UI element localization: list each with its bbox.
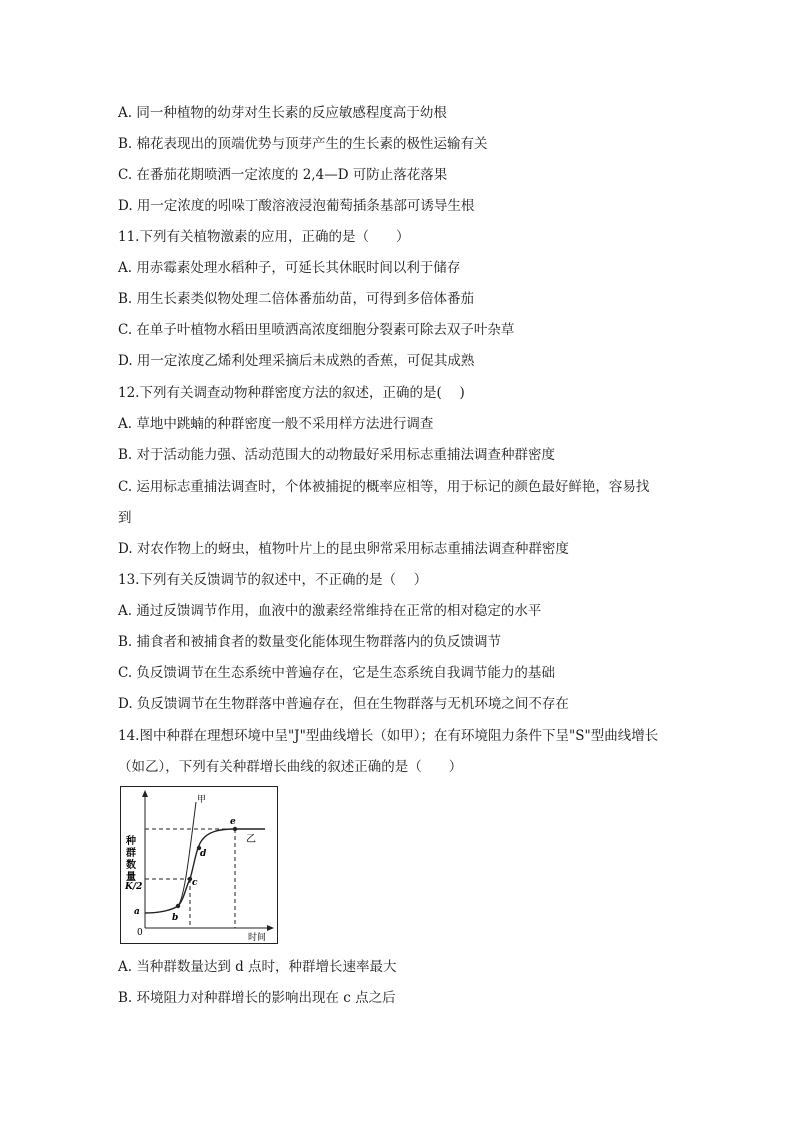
option-13a: A. 通过反馈调节作用，血液中的激素经常维持在正常的相对稳定的水平 xyxy=(118,603,542,619)
option-10a: A. 同一种植物的幼芽对生长素的反应敏感程度高于幼根 xyxy=(118,105,447,121)
option-10b: B. 棉花表现出的顶端优势与顶芽产生的生长素的极性运输有关 xyxy=(118,136,488,152)
y-label-1: 种 xyxy=(126,836,136,847)
option-13b: B. 捕食者和被捕食者的数量变化能体现生物群落内的负反馈调节 xyxy=(118,634,502,650)
option-12c: C. 运用标志重捕法调查时，个体被捕捉的概率应相等，用于标记的颜色最好鲜艳，容易找 xyxy=(118,479,650,495)
option-11c: C. 在单子叶植物水稻田里喷洒高浓度细胞分裂素可除去双子叶杂草 xyxy=(118,322,515,338)
y-label-2: 群 xyxy=(126,848,136,859)
option-10c: C. 在番茄花期喷洒一定浓度的 2,4—D 可防止落花落果 xyxy=(118,167,448,183)
option-11d: D. 用一定浓度乙烯利处理采摘后未成熟的香蕉，可促其成熟 xyxy=(118,353,475,369)
option-10d: D. 用一定浓度的吲哚丁酸溶液浸泡葡萄插条基部可诱导生根 xyxy=(118,198,475,214)
question-12-stem: 12.下列有关调查动物种群密度方法的叙述，正确的是( ) xyxy=(118,385,465,401)
growth-curve-svg xyxy=(120,786,278,944)
option-11a: A. 用赤霉素处理水稻种子，可延长其休眠时间以利于储存 xyxy=(118,260,461,276)
j-curve xyxy=(145,802,196,913)
point-b-label: b xyxy=(172,913,179,923)
question-11-stem: 11.下列有关植物激素的应用，正确的是（ ） xyxy=(118,229,410,245)
curve-s-label: 乙 xyxy=(246,834,256,845)
question-13-stem: 13.下列有关反馈调节的叙述中，不正确的是（ ） xyxy=(118,572,428,588)
point-e xyxy=(233,827,237,831)
figure-frame xyxy=(121,787,278,944)
point-c-label: c xyxy=(192,878,198,888)
option-14a: A. 当种群数量达到 d 点时，种群增长速率最大 xyxy=(118,959,397,975)
x-axis-label: 时间 xyxy=(248,933,267,943)
y-label-4: 量 xyxy=(126,872,136,883)
population-growth-figure xyxy=(120,786,278,944)
origin-label: 0 xyxy=(137,928,143,938)
y-label-3: 数 xyxy=(126,860,136,871)
option-12b: B. 对于活动能力强、活动范围大的动物最好采用标志重捕法调查种群密度 xyxy=(118,447,556,463)
option-13d: D. 负反馈调节在生物群落中普遍存在，但在生物群落与无机环境之间不存在 xyxy=(118,696,569,712)
option-11b: B. 用生长素类似物处理二倍体番茄幼苗，可得到多倍体番茄 xyxy=(118,291,475,307)
question-14-stem-continued: （如乙），下列有关种群增长曲线的叙述正确的是（ ） xyxy=(118,759,463,775)
point-d-label: d xyxy=(200,849,207,859)
x-axis-arrow xyxy=(267,925,274,931)
y-axis-arrow xyxy=(142,790,148,797)
option-12d: D. 对农作物上的蚜虫，植物叶片上的昆虫卵常采用标志重捕法调查种群密度 xyxy=(118,541,569,557)
point-e-label: e xyxy=(230,817,236,827)
option-12c-continued: 到 xyxy=(118,510,132,526)
point-b xyxy=(176,904,180,908)
option-12a: A. 草地中跳蝻的种群密度一般不采用样方法进行调查 xyxy=(118,416,434,432)
curve-j-label: 甲 xyxy=(197,795,207,805)
question-14-stem: 14.图中种群在理想环境中呈"J"型曲线增长（如甲）；在有环境阻力条件下呈"S"型曲线增长 xyxy=(118,728,659,744)
option-14b: B. 环境阻力对种群增长的影响出现在 c 点之后 xyxy=(118,990,396,1006)
point-a-label: a xyxy=(134,907,140,917)
half-k-label: K/2 xyxy=(125,882,143,892)
option-13c: C. 负反馈调节在生态系统中普遍存在，它是生态系统自我调节能力的基础 xyxy=(118,665,555,681)
